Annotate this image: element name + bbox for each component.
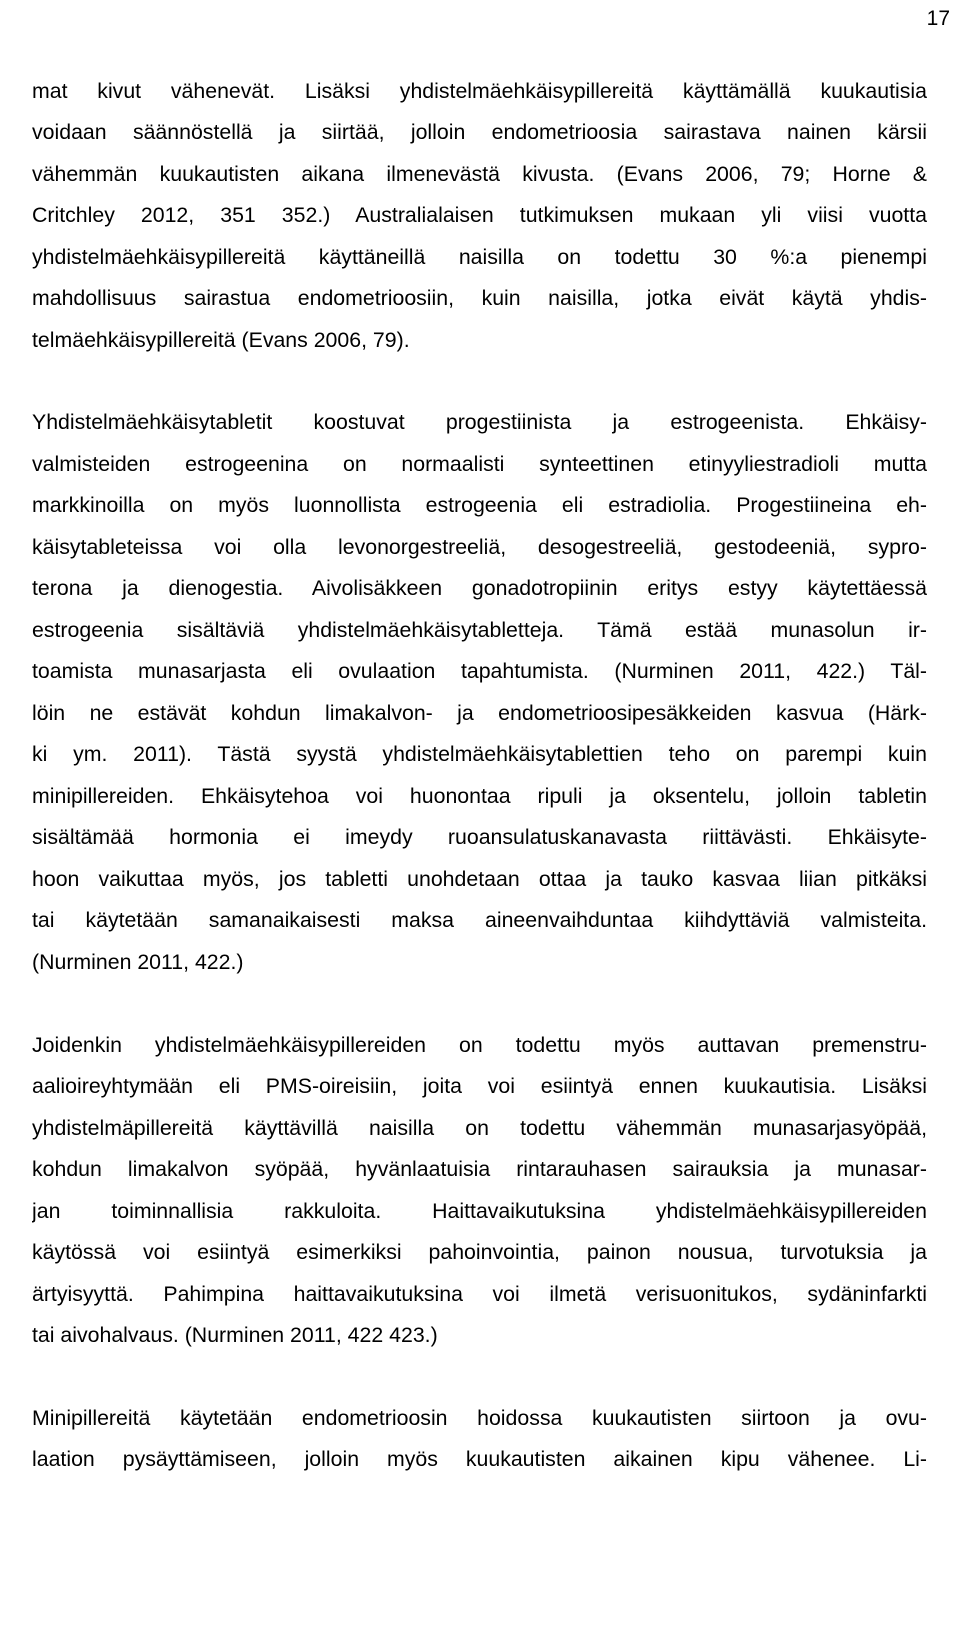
text-line: vähemmän kuukautisten aikana ilmenevästä kivusta. (Evans 2006, 79; Horne &	[32, 162, 927, 186]
text-line: tai aivohalvaus. (Nurminen 2011, 422 423.)	[32, 1323, 438, 1347]
text-line: laation pysäyttämiseen, jolloin myös kuukautisten aikainen kipu vähenee. Li-	[32, 1447, 927, 1471]
text-line: kohdun limakalvon syöpää, hyvänlaatuisia rintarauhasen sairauksia ja munasar-	[32, 1157, 927, 1181]
text-line: yhdistelmäpillereitä käyttävillä naisilla on todettu vähemmän munasarjasyöpää,	[32, 1116, 927, 1140]
text-line: mahdollisuus sairastua endometrioosiin, kuin naisilla, jotka eivät käytä yhdis-	[32, 286, 927, 310]
text-line: tai käytetään samanaikaisesti maksa aineenvaihduntaa kiihdyttäviä valmisteita.	[32, 908, 927, 932]
text-line: Minipillereitä käytetään endometrioosin hoidossa kuukautisten siirtoon ja ovu-	[32, 1406, 927, 1430]
text-line: voidaan säännöstellä ja siirtää, jolloin endometrioosia sairastava nainen kärsii	[32, 120, 927, 144]
text-line: mat kivut vähenevät. Lisäksi yhdistelmäehkäisypillereitä käyttämällä kuukautisia	[32, 79, 927, 103]
text-line: markkinoilla on myös luonnollista estrogeenia eli estradiolia. Progestiineina eh-	[32, 493, 927, 517]
text-line: sisältämää hormonia ei imeydy ruoansulatuskanavasta riittävästi. Ehkäisyte-	[32, 825, 927, 849]
text-line: Yhdistelmäehkäisytabletit koostuvat progestiinista ja estrogeenista. Ehkäisy-	[32, 410, 927, 434]
text-line: terona ja dienogestia. Aivolisäkkeen gonadotropiinin eritys estyy käytettäessä	[32, 576, 927, 600]
text-line: valmisteiden estrogeenina on normaalisti synteettinen etinyyliestradioli mutta	[32, 452, 927, 476]
text-line: minipillereiden. Ehkäisytehoa voi huonontaa ripuli ja oksentelu, jolloin tabletin	[32, 784, 927, 808]
text-line: telmäehkäisypillereitä (Evans 2006, 79).	[32, 328, 410, 352]
text-line: ki ym. 2011). Tästä syystä yhdistelmäehkäisytablettien teho on parempi kuin	[32, 742, 927, 766]
text-line: löin ne estävät kohdun limakalvon- ja endometrioosipesäkkeiden kasvua (Härk-	[32, 701, 927, 725]
text-line: yhdistelmäehkäisypillereitä käyttäneillä naisilla on todettu 30 %:a pienempi	[32, 245, 927, 269]
text-line: jan toiminnallisia rakkuloita. Haittavaikutuksina yhdistelmäehkäisypillereiden	[32, 1199, 927, 1223]
text-line: ärtyisyyttä. Pahimpina haittavaikutuksina voi ilmetä verisuonitukos, sydäninfarkti	[32, 1282, 927, 1306]
text-line: (Nurminen 2011, 422.)	[32, 950, 244, 974]
text-line: Joidenkin yhdistelmäehkäisypillereiden on todettu myös auttavan premenstru-	[32, 1033, 927, 1057]
text-line: käisytableteissa voi olla levonorgestreeliä, desogestreeliä, gestodeeniä, sypro-	[32, 535, 927, 559]
text-line: toamista munasarjasta eli ovulaation tapahtumista. (Nurminen 2011, 422.) Täl-	[32, 659, 927, 683]
text-line: Critchley 2012, 351 352.) Australialaisen tutkimuksen mukaan yli viisi vuotta	[32, 203, 927, 227]
text-line: estrogeenia sisältäviä yhdistelmäehkäisytabletteja. Tämä estää munasolun ir-	[32, 618, 927, 642]
page-number: 17	[926, 7, 950, 30]
text-line: aalioireyhtymään eli PMS-oireisiin, joita voi esiintyä ennen kuukautisia. Lisäksi	[32, 1074, 927, 1098]
text-line: hoon vaikuttaa myös, jos tabletti unohdetaan ottaa ja tauko kasvaa liian pitkäksi	[32, 867, 927, 891]
text-line: käytössä voi esiintyä esimerkiksi pahoinvointia, painon nousua, turvotuksia ja	[32, 1240, 927, 1264]
